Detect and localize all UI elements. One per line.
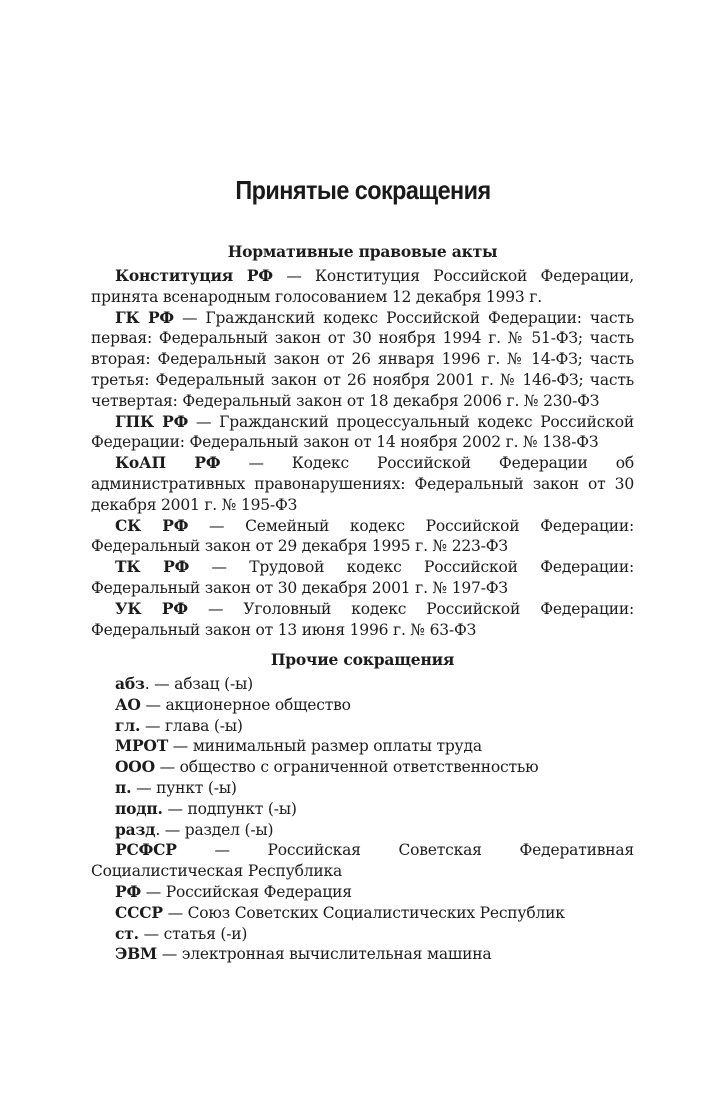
abbreviation-entry <box>91 799 634 820</box>
abbreviation-entry <box>91 516 634 558</box>
abbreviation-definition: — статья (-и) <box>138 924 248 943</box>
abbreviation-term: гл. <box>115 715 141 735</box>
other-abbreviations-section <box>91 650 634 965</box>
abbreviation-term: ст. <box>115 923 139 943</box>
abbreviation-term: УК РФ <box>115 598 188 618</box>
abbreviation-entry <box>91 736 634 757</box>
abbreviation-term: ООО <box>115 757 155 777</box>
abbreviation-entry <box>91 453 634 515</box>
abbreviation-definition: — Конституция Российской Федерации, принята всенародным голосованием 12 декабря 1993 г. <box>91 267 634 306</box>
abbreviation-definition: — Трудовой кодекс Российской Федерации: Федеральный закон от 30 декабря 2001 г. № 197-ФЗ <box>91 558 634 597</box>
abbreviation-term: СК РФ <box>115 515 189 535</box>
abbreviation-term: КоАП РФ <box>115 453 221 473</box>
abbreviation-definition: — подпункт (-ы) <box>162 799 297 818</box>
abbreviation-definition: . — раздел (-ы) <box>155 820 274 839</box>
abbreviation-definition: — глава (-ы) <box>140 716 243 735</box>
abbreviation-entry <box>91 882 634 903</box>
abbreviation-definition: . — абзац (-ы) <box>144 675 253 693</box>
abbreviation-term: ГПК РФ <box>115 411 189 431</box>
abbreviation-definition: — Гражданский процессуальный кодекс Российской Федерации: Федеральный закон от 14 ноября 2002 г. № 138-ФЗ <box>91 412 635 452</box>
abbreviation-entry <box>91 599 634 641</box>
abbreviation-entry <box>91 695 634 716</box>
abbreviation-term: подп. <box>115 798 163 818</box>
abbreviation-entry <box>91 820 634 841</box>
abbreviation-term: абз <box>115 674 145 693</box>
abbreviation-entry <box>91 266 634 308</box>
abbreviation-entry <box>91 308 634 412</box>
abbreviation-term: МРОТ <box>115 736 169 756</box>
abbreviation-entry <box>91 944 634 965</box>
section-heading-normative-acts: Нормативные правовые акты <box>227 242 498 261</box>
abbreviation-entry <box>91 757 634 778</box>
abbreviation-term: п. <box>115 777 132 797</box>
abbreviation-term: АО <box>115 694 141 714</box>
abbreviation-definition: — Уголовный кодекс Российской Федерации: Федеральный закон от 13 июня 1996 г. № 63-ФЗ <box>91 599 635 639</box>
abbreviation-definition: — электронная вычислительная машина <box>157 945 492 964</box>
abbreviation-entry <box>91 778 634 799</box>
abbreviation-entry <box>91 557 634 599</box>
abbreviation-term: РСФСР <box>115 840 177 860</box>
abbreviation-term: ГК РФ <box>115 307 174 327</box>
section-heading-other-abbreviations: Прочие сокращения <box>270 650 455 669</box>
abbreviation-term: РФ <box>115 881 141 901</box>
abbreviation-term: ЭВМ <box>115 944 157 964</box>
normative-acts-section <box>91 242 634 640</box>
abbreviation-definition: — минимальный размер оплаты труда <box>168 737 482 756</box>
abbreviation-definition: — Союз Советских Социалистических Республик <box>162 903 565 922</box>
abbreviation-definition: — Кодекс Российской Федерации об административных правонарушениях: Федеральный закон от 30 декабря 2001 г. № 195-ФЗ <box>91 454 634 514</box>
abbreviation-definition: — пункт (-ы) <box>131 778 237 797</box>
abbreviation-definition: — Российская Советская Федеративная Социалистическая Республика <box>91 841 634 881</box>
abbreviation-entry <box>91 716 634 737</box>
abbreviation-definition: — общество с ограниченной ответственностью <box>154 758 539 777</box>
abbreviation-term: СССР <box>115 902 163 922</box>
abbreviation-term: ТК РФ <box>115 557 190 577</box>
abbreviation-entry <box>91 840 634 882</box>
abbreviation-term: Конституция РФ <box>115 266 273 285</box>
page-title: Принятые сокращения <box>235 175 491 205</box>
abbreviation-definition: — Российская Федерация <box>140 882 352 901</box>
abbreviation-entry <box>91 674 634 695</box>
abbreviation-definition: — Семейный кодекс Российской Федерации: Федеральный закон от 29 декабря 1995 г. № 223-ФЗ <box>91 516 634 556</box>
abbreviation-definition: — акционерное общество <box>140 695 351 714</box>
abbreviation-entry <box>91 903 634 924</box>
abbreviation-entry <box>91 924 634 945</box>
abbreviation-entry <box>91 412 634 454</box>
abbreviation-term: разд <box>115 819 156 839</box>
abbreviation-definition: — Гражданский кодекс Российской Федерации: часть первая: Федеральный закон от 30 ноября 1994 г. № 51-ФЗ; часть вторая: Федеральный закон от 26 января 1996 г. № 14-ФЗ; часть третья: Федеральный закон от 26 ноября 2001 г. № 146-ФЗ; часть четвертая: Федеральный закон от 18 декабря 2006 г. № 230-ФЗ <box>91 308 635 410</box>
